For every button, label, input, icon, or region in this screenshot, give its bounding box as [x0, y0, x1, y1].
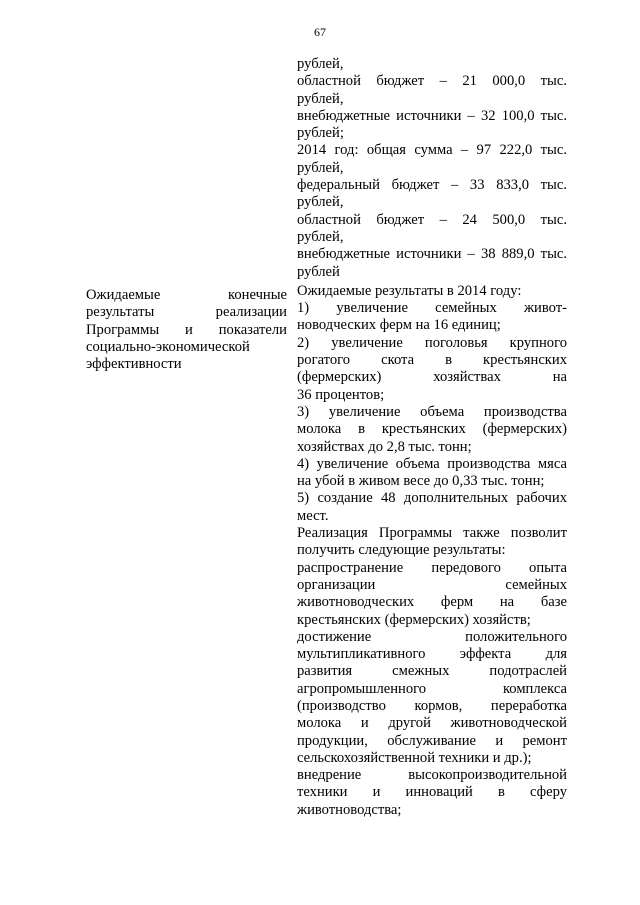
results-line: 5) создание 48 дополнительных рабочих — [297, 490, 567, 507]
results-line: Ожидаемые результаты в 2014 году: — [297, 282, 522, 299]
page-number: 67 — [314, 25, 326, 39]
results-line: 4) увеличение объема производства мяса — [297, 455, 567, 472]
results-line: крестьянских (фермерских) хозяйств; — [297, 611, 531, 628]
funding-line: рублей, — [297, 228, 344, 245]
results-line: 3) увеличение объема производства — [297, 403, 567, 420]
results-line: молока и другой животноводческой — [297, 715, 567, 732]
results-line: хозяйствах до 2,8 тыс. тонн; — [297, 438, 472, 455]
funding-line: рублей — [297, 263, 340, 280]
left-column-line: Программы и показатели — [86, 321, 287, 338]
results-line: развития смежных подотраслей — [297, 663, 567, 680]
results-line: рогатого скота в крестьянских — [297, 352, 567, 369]
funding-line: 2014 год: общая сумма – 97 222,0 тыс. — [297, 142, 567, 159]
funding-line: федеральный бюджет – 33 833,0 тыс. — [297, 177, 567, 194]
results-line: агропромышленного комплекса — [297, 680, 567, 697]
results-line: внедрение высокопроизводительной — [297, 767, 567, 784]
results-line: получить следующие результаты: — [297, 542, 506, 559]
results-line: (производство кормов, переработка — [297, 697, 567, 714]
funding-block — [297, 56, 567, 281]
results-line: 1) увеличение семейных живот- — [297, 300, 567, 317]
results-line: (фермерских) хозяйствах на — [297, 369, 567, 386]
results-line: достижение положительного — [297, 628, 567, 645]
funding-line: областной бюджет – 21 000,0 тыс. — [297, 73, 567, 90]
funding-line: областной бюджет – 24 500,0 тыс. — [297, 211, 567, 228]
expected-results-block — [297, 283, 567, 819]
left-column-line: социально-экономической — [86, 338, 250, 355]
funding-line: рублей, — [297, 90, 344, 107]
results-line: новодческих ферм на 16 единиц; — [297, 317, 501, 334]
funding-line: внебюджетные источники – 32 100,0 тыс. — [297, 107, 567, 124]
left-column-line: результаты реализации — [86, 304, 287, 321]
results-line: животноводства; — [297, 801, 402, 818]
results-line: 2) увеличение поголовья крупного — [297, 334, 567, 351]
left-column-line: эффективности — [86, 356, 182, 373]
left-column-line: Ожидаемые конечные — [86, 287, 287, 303]
right-column-content — [297, 56, 567, 819]
funding-line: рублей; — [297, 125, 344, 142]
left-column-label — [86, 287, 287, 373]
results-line: животноводческих ферм на базе — [297, 594, 567, 611]
results-line: мест. — [297, 507, 329, 524]
results-line: 36 процентов; — [297, 386, 385, 403]
funding-line: рублей, — [297, 159, 344, 176]
results-line: Реализация Программы также позволит — [297, 525, 567, 542]
results-line: организации семейных — [297, 576, 567, 593]
funding-line: рублей, — [297, 194, 344, 211]
results-line: распространение передового опыта — [297, 559, 567, 576]
results-line: молока в крестьянских (фермерских) — [297, 421, 567, 438]
results-line: техники и инноваций в сферу — [297, 784, 567, 801]
results-line: продукции, обслуживание и ремонт — [297, 732, 567, 749]
results-line: мультипликативного эффекта для — [297, 646, 567, 663]
results-line: на убой в живом весе до 0,33 тыс. тонн; — [297, 473, 545, 490]
results-line: сельскохозяйственной техники и др.); — [297, 749, 532, 766]
funding-line: рублей, — [297, 56, 344, 72]
funding-line: внебюджетные источники – 38 889,0 тыс. — [297, 246, 567, 263]
